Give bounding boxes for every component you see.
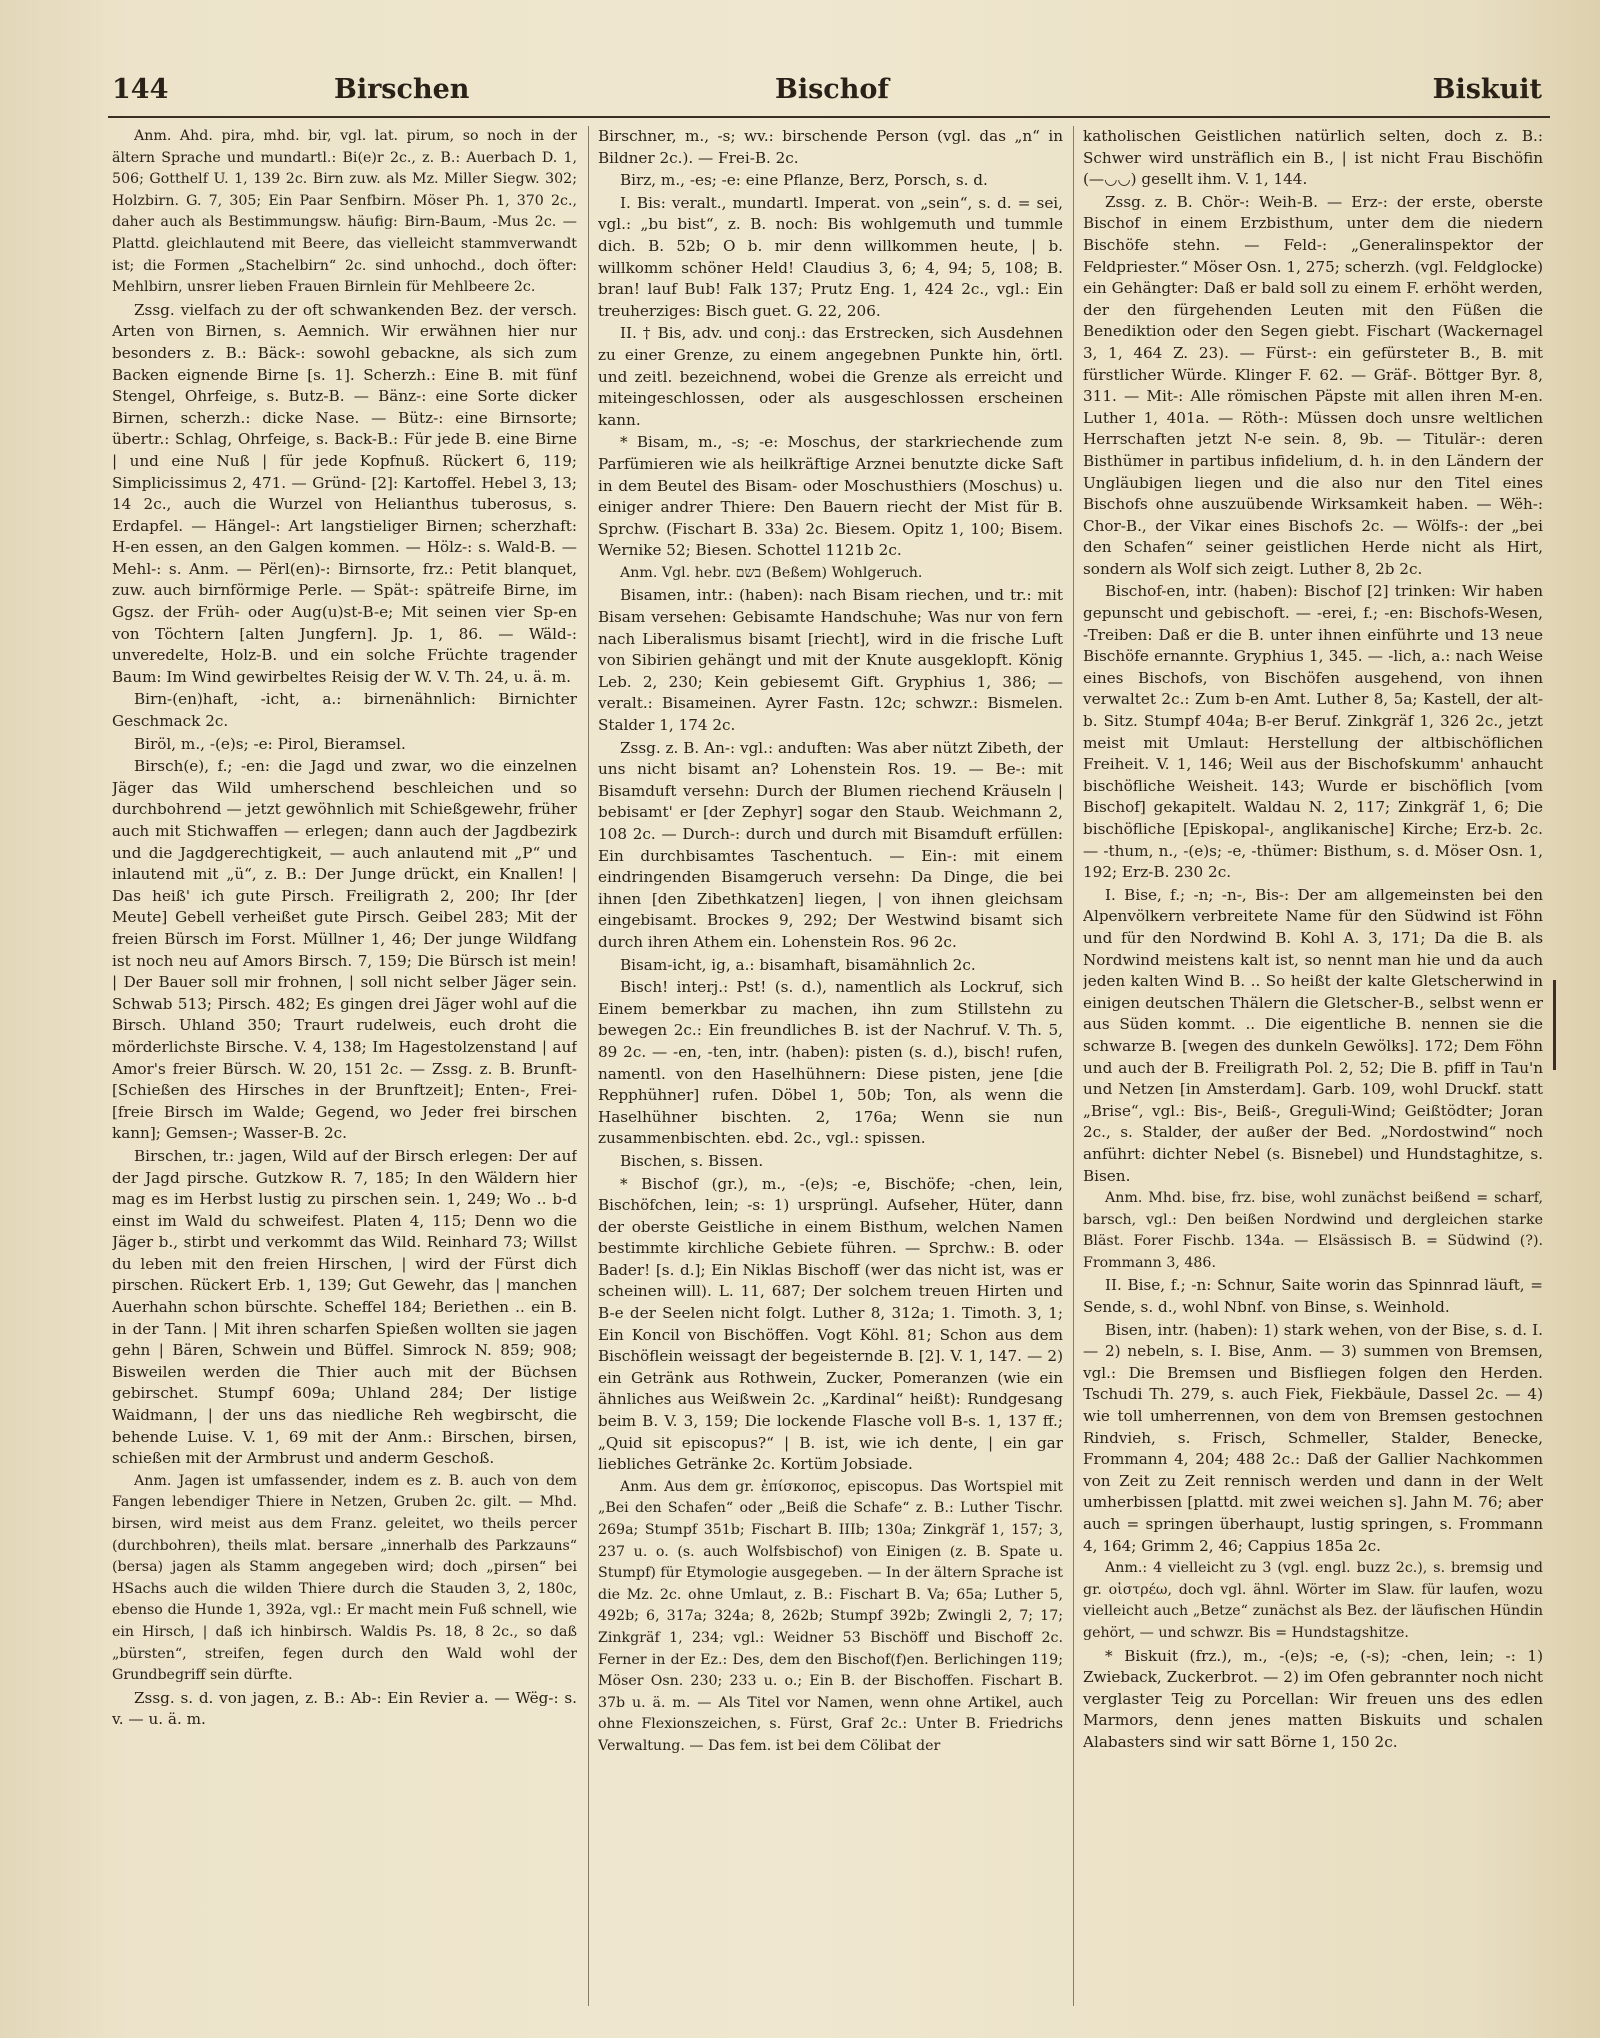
annotation-paragraph: Anm. Jagen ist umfassender, indem es z. B. auch von dem Fangen lebendiger Thiere in Netzen, Gruben 2c. gilt. — Mhd. birsen, wird meist aus dem Franz. geleitet, wo theils percer (durchbohren), theils mlat. bersare „innerhalb des Parkzauns“ (bersa) jagen als Stamm angegeben wird; doch „pirsen“ bei HSachs auch die wilden Thiere durch die Stauden 3, 2, 180c, ebenso die Hunde 1, 392a, vgl.: Er macht mein Fuß schnell, wie ein Hirsch, | daß ich hinbirsch. Waldis Ps. 18, 8 2c., so daß „bürsten“, streifen, fegen durch den Wald wohl der Grundbegriff sein dürfte. xyxy=(112,1472,577,1684)
entry-paragraph: * Biskuit (frz.), m., -(e)s; -e, (-s); -chen, lein; -: 1) Zwieback, Zuckerbrot. — 2) im Ofen gebrannter noch nicht verglaster Teig zu Porcellan: Wir freuen uns des edlen Marmors, denn jenes matten Biskuits und schalen Alabasters sind wir satt Börne 1, 150 2c. xyxy=(1083,1646,1543,1751)
entry-paragraph: Bisch! interj.: Pst! (s. d.), namentlich als Lockruf, sich Einem bemerkbar zu machen, ihn zum Stillstehn zu bewegen 2c.: Ein freundliches B. ist der Nachruf. V. Th. 5, 89 2c. — -en, -ten, intr. (haben): pisten (s. d.), bisch! rufen, namentl. von den Haselhühnern: Diese pisten, jene [die Repphühner] rufen. Döbel 1, 50b; Ton, als wenn die Haselhühner bischten. 2, 176a; Wenn sie nun zusammenbischten. ebd. 2c., vgl.: spissen. xyxy=(598,978,1063,1148)
entry-paragraph: Birsch(e), f.; -en: die Jagd und zwar, wo die einzelnen Jäger das Wild umherschend beschleichen und so durchbohrend — jetzt gewöhnlich mit Schießgewehr, früher auch mit Stichwaffen — erlegen; dann auch der Jagdbezirk und die Jagdgerechtigkeit, — auch anlautend mit „P“ und inlautend mit „ü“, z. B.: Der Junge drückt, ein Knallen! | Das heiß' ich gute Pirsch. Freiligrath 2, 200; Ihr [der Meute] Gebell verheißet gute Pirsch. Geibel 283; Mit der freien Bürsch im Forst. Müllner 1, 46; Der junge Wildfang ist noch neu auf Amors Birsch. 7, 159; Die Bürsch ist mein! | Der Bauer soll mir frohnen, | soll nicht selber Jäger sein. Schwab 513; Pirsch. 482; Es gingen drei Jäger wohl auf die Birsch. Uhland 350; Traurt rudelweis, euch droht die mörderlichste Birsche. V. 4, 138; Im Hagestolzenstand | auf Amor's freier Bürsch. W. 20, 151 2c. — Zssg. z. B. Brunft- [Schießen des Hirsches in der Brunftzeit]; Enten-, Frei- [freie Birsch im Walde; Gegend, wo Jeder frei birschen kann]; Gemsen-; Wasser-B. 2c. xyxy=(112,757,577,1143)
entry-paragraph: I. Bis: veralt., mundartl. Imperat. von „sein“, s. d. = sei, vgl.: „bu bist“, z. B. noch: Bis wohlgemuth und tummle dich. B. 52b; O b. mir denn willkommen heute, | b. willkomm schöner Held! Claudius 3, 6; 4, 94; 5, 108; B. bran! lauf Bub! Falk 137; Prutz Eng. 1, 424 2c., vgl.: Ein treuherziges: Bisch guet. G. 22, 206. xyxy=(598,193,1063,320)
entry-paragraph: Birz, m., -es; -e: eine Pflanze, Berz, Porsch, s. d. xyxy=(620,171,988,190)
entry-paragraph: I. Bise, f.; -n; -n-, Bis-: Der am allgemeinsten bei den Alpenvölkern verbreitete Name für den Südwind ist Föhn und für den Nordwind B. Kohl A. 3, 171; Da die B. als Nordwind meistens kalt ist, so nennt man hie und da auch jeden kalten Wind B. .. So heißt der kalte Gletscherwind in einigen deutschen Thälern die Gletscher-B., selbst wenn er aus Süden kommt. .. Die eigentliche B. nennen sie die schwarze B. [wegen des dunkeln Gewölks]. 172; Dem Föhn und auch der B. Freiligrath Pol. 2, 52; Die B. pfiff in Tau'n und Netzen [in Amsterdam]. Garb. 109, wohl Druckf. statt „Brise“, vgl.: Bis-, Beiß-, Greguli-Wind; Geißtödter; Joran 2c., s. Stalder, der außer der Bed. „Nordostwind“ noch anführt: dichter Nebel (s. Bisnebel) und Hundstaghitze, s. Bisen. xyxy=(1083,885,1543,1185)
page-header xyxy=(112,70,1552,120)
annotation-paragraph: Anm. Mhd. bise, frz. bise, wohl zunächst beißend = scharf, barsch, vgl.: Den beißen Nordwind und dergleichen starke Bläst. Forer Fischb. 134a. — Elsässisch B. = Südwind (?). Frommann 3, 486. xyxy=(1083,1190,1543,1271)
entry-paragraph: Birschen, tr.: jagen, Wild auf der Birsch erlegen: Der auf der Jagd pirsche. Gutzkow R. 7, 185; In den Wäldern hier mag es im Herbst lustig zu pirschen sein. 1, 249; Wo .. b-d einst im Wald du schweifest. Platen 4, 115; Denn wo die Jäger b., stirbt und verkommt das Wild. Reinhard 73; Willst du leben mit den freien Hirschen, | wird der Fürst dich pirschen. Rückert Erb. 1, 139; Gut Gewehr, das | manchen Auerhahn schon bürschte. Scheffel 184; Beriethen .. ein B. in der Tann. | Mit ihren scharfen Spießen wollten sie jagen gehn | Bären, Schwein und Büffel. Simrock N. 859; 908; Bisweilen werden die Thier auch mit der Büchsen gebirschet. Stumpf 609a; Uhland 284; Der listige Waidmann, | der uns das niedliche Reh wegbirscht, die behende Luise. V. 1, 69 mit der Anm.: Birschen, birsen, schießen mit der Armbrust und anderm Geschoß. xyxy=(112,1146,577,1468)
entry-paragraph: Zssg. vielfach zu der oft schwankenden Bez. der versch. Arten von Birnen, s. Aemnich. Wir erwähnen hier nur besonders z. B.: Bäck-: sowohl gebackne, als sich zum Backen eignende Birne [s. 1]. Scherzh.: Eine B. mit fünf Stengel, Ohrfeige, s. Butz-B. — Bänz-: eine Sorte dicker Birnen, scherzh.: dicke Nase. — Bütz-: eine Birnsorte; übertr.: Schlag, Ohrfeige, s. Back-B.: Für jede B. eine Birne | und eine Nuß | für jede Kopfnuß. Rückert 6, 119; Simplicissimus 2, 471. — Gründ- [2]: Kartoffel. Hebel 3, 13; 14 2c., auch die Wurzel von Helianthus tuberosus, s. Erdapfel. — Hängel-: Art langstieliger Birnen; scherzhaft: H-en essen, an den Galgen kommen. — Hölz-: s. Wald-B. — Mehl-: s. Anm. — Përl(en)-: Birnsorte, frz.: Petit blanquet, zuw. auch birnförmige Perle. — Spät-: spätreife Birne, im Ggsz. der Früh- oder Aug(u)st-B-e; Mit seinen vier Sp-en von Töchtern [alten Jungfern]. Jp. 1, 86. — Wäld-: unveredelte, Holz-B. und ein solche Früchte tragender Baum: Im Wind gewirbeltes Reisig der W. V. Th. 24, u. ä. m. xyxy=(112,300,577,686)
center-guide-word: Bischof xyxy=(775,74,889,105)
entry-paragraph: katholischen Geistlichen natürlich selten, doch z. B.: Schwer wird unsträflich ein B., | ist nicht Frau Bischöfin (—◡◡) gesellt ihm. V. 1, 144. xyxy=(1083,127,1543,189)
annotation-paragraph: Anm. Aus dem gr. ἐπίσκοπος, episcopus. Das Wortspiel mit „Bei den Schafen“ oder „Beiß die Schafe“ z. B.: Luther Tischr. 269a; Stumpf 351b; Fischart B. IIIb; 130a; Zinkgräf 1, 157; 3, 237 u. o. (s. auch Wolfsbischof) von Einigen (z. B. Spate u. Stumpf) für Etymologie ausgegeben. — In der ältern Sprache ist die Mz. 2c. ohne Umlaut, z. B.: Fischart B. Va; 65a; Luther 5, 492b; 6, 317a; 324a; 8, 262b; Stumpf 392b; Zwingli 2, 7; 17; Zinkgräf 1, 234; vgl.: Weidner 53 Bischöff und Bischoff 2c. Ferner in der Ez.: Des, dem den Bischof(f)en. Berlichingen 119; Möser Osn. 230; 233 u. o.; Ein B. der Bischoffen. Fischart B. 37b u. ä. m. — Als Titel vor Namen, wenn ohne Artikel, auch ohne Flexionszeichen, s. Fürst, Graf 2c.: Unter B. Friedrichs Verwaltung. — Das fem. ist bei dem Cölibat der xyxy=(598,1478,1063,1754)
entry-paragraph: Birn-(en)haft, -icht, a.: birnenähnlich: Birnichter Geschmack 2c. xyxy=(112,690,577,731)
entry-paragraph: * Bischof (gr.), m., -(e)s; -e, Bischöfe; -chen, lein, Bischöfchen, lein; -s: 1) ursprüngl. Aufseher, Hüter, dann der oberste Geistliche in einem Bisthum, welchen Namen bestimmte kirchliche Gebiete führen. — Sprchw.: B. oder Bader! [s. d.]; Ein Niklas Bischoff (wer das nicht ist, was er scheinen will). L. 11, 687; Der solchem treuen Hirten und B-e der Seelen nicht folgt. Luther 8, 312a; 1. Timoth. 3, 1; Ein Koncil von Bischöffen. Vogt Köhl. 81; Schon aus dem Bischöflein weissagt der begeisternde B. [2]. V. 1, 147. — 2) ein Getränk aus Rothwein, Zucker, Pomeranzen (wie ein ähnliches aus Weißwein 2c. „Kardinal“ heißt): Rundgesang beim B. V. 3, 159; Die lockende Flasche voll B-s. 1, 137 ff.; „Quid sit episcopus?“ | B. ist, wie ich dente, | ein gar liebliches Getränke 2c. Kortüm Jobsiade. xyxy=(598,1174,1063,1474)
annotation-paragraph: Anm. Ahd. pira, mhd. bir, vgl. lat. pirum, so noch in der ältern Sprache und mundartl.: Bi(e)r 2c., z. B.: Auerbach D. 1, 506; Gotthelf U. 1, 139 2c. Birn zuw. als Mz. Miller Siegw. 302; Holzbirn. G. 7, 305; Ein Paar Senfbirn. Möser Ph. 1, 370 2c., daher auch als Bestimmungsw. häufig: Birn-Baum, -Mus 2c. — Plattd. gleichlautend mit Beere, das vielleicht stammverwandt ist; die Formen „Stachelbirn“ 2c. sind unhochd., doch öfter: Mehlbirn, unsrer lieben Frauen Birnlein für Mehlbeere 2c. xyxy=(112,128,577,296)
entry-paragraph: Bisamen, intr.: (haben): nach Bisam riechen, und tr.: mit Bisam versehen: Gebisamte Handschuhe; Was nur von fern nach Liberalismus bisamt [riecht], wird in die frische Luft von Sibirien gehängt und mit der Knute ausgeklopft. König Leb. 2, 230; Kein gebiesemt Gift. Gryphius 1, 386; — veralt.: Bisameinen. Ayrer Fastn. 12c; schwzr.: Bismelen. Stalder 1, 174 2c. xyxy=(598,586,1063,735)
column-divider xyxy=(1073,126,1074,2006)
margin-mark xyxy=(1553,980,1556,1070)
column-middle xyxy=(598,126,1063,2006)
annotation-paragraph: Anm.: 4 vielleicht zu 3 (vgl. engl. buzz 2c.), s. bremsig und gr. οἰστρέω, doch vgl. ähnl. Wörter im Slaw. für laufen, wozu vielleicht auch „Betze“ zunächst als Bez. der läufischen Hündin gehört, — und schwzr. Bis = Hundstagshitze. xyxy=(1083,1560,1543,1641)
entry-paragraph: Bisen, intr. (haben): 1) stark wehen, von der Bise, s. d. I. — 2) nebeln, s. I. Bise, Anm. — 3) summen von Bremsen, vgl.: Die Bremsen und Bisfliegen folgen den Herden. Tschudi Th. 279, s. auch Fiek, Fiekbäule, Dassel 2c. — 4) wie toll umherrennen, von dem von Bremsen gestochnen Rindvieh, s. Frisch, Schmeller, Stalder, Benecke, Frommann 4, 204; 488 2c.: Daß der Gallier Nachkommen von Zeit zu Zeit rennisch werden und dann in der Welt umherbissen [plattd. mit zwei weichen s]. Jahn M. 76; aber auch = springen überhaupt, lustig springen, s. Frommann 4, 164; Grimm 2, 46; Cappius 185a 2c. xyxy=(1083,1320,1543,1555)
column-left xyxy=(112,126,577,2006)
header-rule xyxy=(108,116,1550,118)
entry-paragraph: Bischen, s. Bissen. xyxy=(620,1151,764,1170)
column-divider xyxy=(588,126,589,2006)
column-right xyxy=(1083,126,1543,2006)
entry-paragraph: Zssg. s. d. von jagen, z. B.: Ab-: Ein Revier a. — Wëg-: s. v. — u. ä. m. xyxy=(112,1688,577,1729)
entry-paragraph: Bischof-en, intr. (haben): Bischof [2] trinken: Wir haben gepunscht und gebischoft. — -erei, f.; -en: Bischofs-Wesen, -Treiben: Daß er die B. unter ihnen einführte und 13 neue Bischöfe ernannte. Gryphius 1, 345. — -lich, a.: nach Weise eines Bischofs, von Bischöfen ausgehend, von ihnen verwaltet 2c.: Zum b-en Amt. Luther 8, 5a; Kastell, der alt-b. Sitz. Stumpf 404a; B-er Beruf. Zinkgräf 1, 326 2c., jetzt meist mit Umlaut: Herstellung der altbischöflichen Freiheit. V. 1, 146; Weil aus der Bischofskumm' anhaucht bischöfliche Weisheit. 143; Wurde er bischöflich [vom Bischof] gekapitelt. Waldau N. 2, 117; Zinkgräf 1, 6; Die bischöfliche [Episkopal-, anglikanische] Kirche; Erz-b. 2c. — -thum, n., -(e)s; -e, -thümer: Bisthum, s. d. Möser Osn. 1, 192; Erz-B. 230 2c. xyxy=(1083,582,1543,882)
entry-paragraph: Zssg. z. B. Chör-: Weih-B. — Erz-: der erste, oberste Bischof in einem Erzbisthum, unter dem die niedern Bischöfe stehn. — Feld-: „Generalinspektor der Feldpriester.“ Möser Osn. 1, 275; scherzh. (vgl. Feldglocke) ein Gehängter: Daß er bald soll zu einem F. erhöht werden, der den fürgehenden Leuten mit den Füßen die Benediktion oder den Segen giebt. Fischart (Wackernagel 3, 1, 464 Z. 23). — Fürst-: ein gefürsteter B., B. mit fürstlicher Würde. Klinger F. 62. — Gräf-. Böttger Byr. 8, 311. — Mit-: Alle römischen Päpste mit allen ihren M-en. Luther 1, 401a. — Röth-: Müssen doch unsre weltlichen Herrschaften jetzt N-e sein. 8, 9b. — Titulär-: deren Bisthümer in partibus infidelium, d. h. in den Ländern der Ungläubigen liegen und die also nur den Titel eines Bischofs ohne auszuübende Wirksamkeit haben. — Wëh-: Chor-B., der Vikar eines Bischofs 2c. — Wölfs-: der „bei den Schafen“ seiner geistlichen Herde nicht als Hirt, sondern als Wolf sich zeigt. Luther 8, 2b 2c. xyxy=(1083,192,1543,578)
entry-paragraph: * Bisam, m., -s; -e: Moschus, der starkriechende zum Parfümieren wie als heilkräftige Arznei benutzte dicke Saft in dem Beutel des Bisam- oder Moschusthiers (Moschus) u. einiger andrer Thiere: Den Bauern riecht der Mist für B. Sprchw. (Fischart B. 33a) 2c. Biesem. Opitz 1, 100; Bisem. Wernike 52; Biesen. Schottel 1121b 2c. xyxy=(598,433,1063,560)
entry-paragraph: Birschner, m., -s; wv.: birschende Person (vgl. das „n“ in Bildner 2c.). — Frei-B. 2c. xyxy=(598,127,1063,167)
left-guide-word: Birschen xyxy=(334,74,470,105)
entry-paragraph: Bisam-icht, ig, a.: bisamhaft, bisamähnlich 2c. xyxy=(620,955,976,974)
entry-paragraph: II. Bise, f.; -n: Schnur, Saite worin das Spinnrad läuft, = Sende, s. d., wohl Nbnf. von Binse, s. Weinhold. xyxy=(1083,1276,1543,1317)
entry-paragraph: Biröl, m., -(e)s; -e: Pirol, Bieramsel. xyxy=(134,734,406,753)
entry-paragraph: Zssg. z. B. An-: vgl.: anduften: Was aber nützt Zibeth, der uns nicht bisamt an? Lohenstein Ros. 19. — Be-: mit Bisamduft versehn: Durch der Blumen riechend Kräuseln | bebisamt' er [der Zephyr] sogar den Staub. Weichmann 2, 108 2c. — Durch-: durch und durch mit Bisamduft erfüllen: Ein durchbisamtes Taschentuch. — Ein-: mit einem eindringenden Bisamgeruch versehn: Da Dinge, die bei ihnen [den Zibethkatzen] liegen, | von ihnen gleichsam eingebisamt. Brockes 9, 292; Der Westwind bisamt sich durch ihren Athem ein. Lohenstein Ros. 96 2c. xyxy=(598,738,1063,951)
page-number: 144 xyxy=(112,74,169,105)
right-guide-word: Biskuit xyxy=(1432,74,1542,105)
entry-paragraph: II. † Bis, adv. und conj.: das Erstrecken, sich Ausdehnen zu einer Grenze, zu einem angegebnen Punkte hin, örtl. und zeitl. bezeichnend, wobei die Grenze als erreicht und miteingeschlossen, oder als ausgeschlossen erscheinen kann. xyxy=(598,324,1063,429)
annotation-paragraph: Anm. Vgl. hebr. בשם (Beßem) Wohlgeruch. xyxy=(620,564,923,581)
